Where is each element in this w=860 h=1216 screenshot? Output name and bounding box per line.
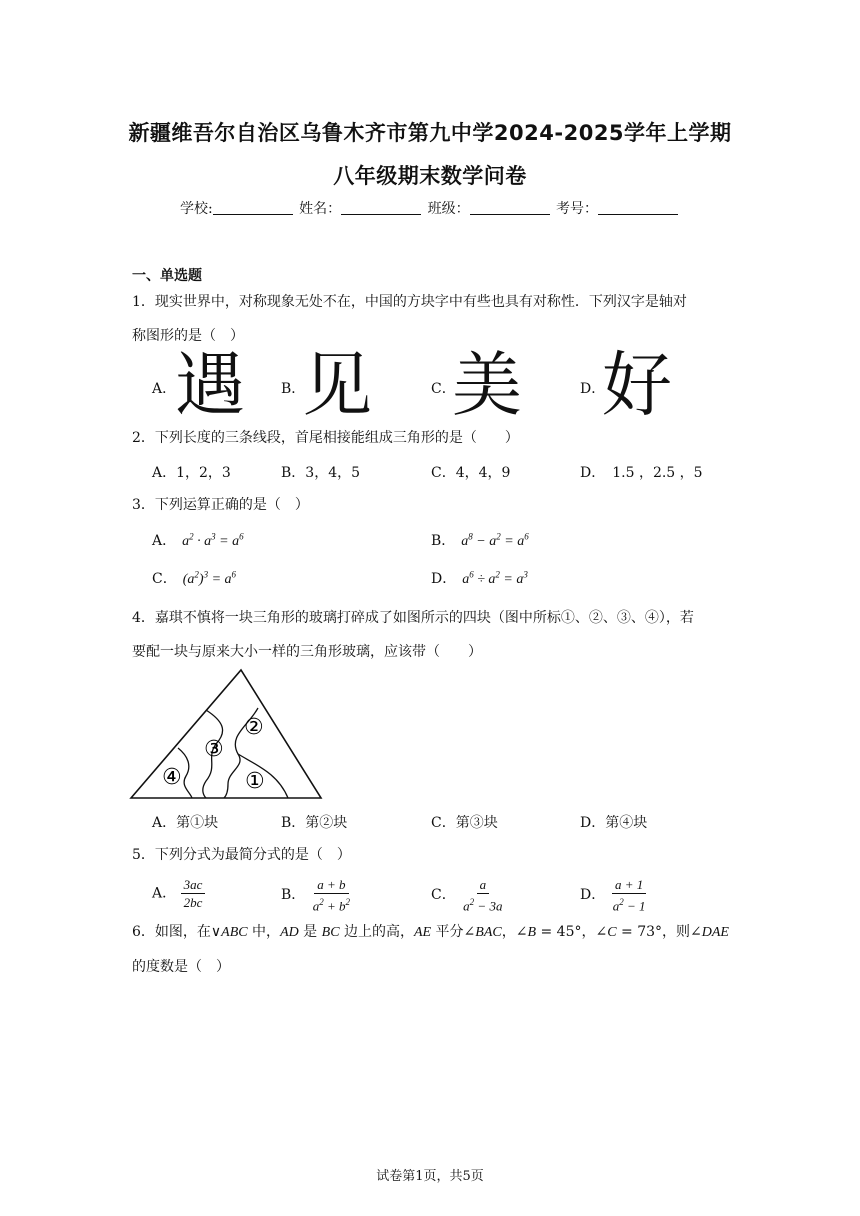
q1-option-d-char: 好 [602, 344, 672, 426]
q1-option-c-char: 美 [452, 344, 522, 426]
q1-text-line2: 称图形的是（ ） [132, 328, 244, 344]
q6-text-line2: 的度数是（ ） [132, 959, 230, 975]
q1-option-d-label: D． [580, 381, 606, 397]
exam-number-label: 考号： [556, 201, 599, 217]
exam-number-blank[interactable] [598, 200, 678, 215]
q2-option-d: D． 1.5 ，2.5 ，5 [580, 465, 703, 481]
q1-option-b-char: 见 [302, 344, 372, 426]
q5-text: 5．下列分式为最简分式的是（ ） [132, 847, 351, 863]
q3-option-b: B． $a^8 - a^2 = a^6$ [431, 531, 529, 549]
broken-glass-triangle-figure [128, 666, 326, 802]
name-label: 姓名： [299, 201, 342, 217]
page-title-line1: 新疆维吾尔自治区乌鲁木齐市第九中学2024-2025学年上学期 [128, 121, 732, 145]
q3-text: 3．下列运算正确的是（ ） [132, 497, 309, 513]
q4-option-c: C．第③块 [431, 815, 498, 831]
school-blank[interactable] [213, 200, 293, 215]
piece-label-2: ② [244, 715, 264, 740]
name-blank[interactable] [341, 200, 421, 215]
q5-option-d: D． $\frac{a + 1}{a^2 - 1}$ [580, 877, 646, 914]
class-label: 班级： [427, 201, 470, 217]
q5-option-a: A． $\frac{3ac}{2bc}$ [152, 876, 205, 911]
q6-text-line1: 6．如图，在∨ABC 中，AD 是 BC 边上的高，AE 平分∠BAC，∠B = 45°，∠C = 73°，则∠DAE [132, 924, 729, 940]
q3-option-d: D． $a^6 \div a^2 = a^3$ [431, 569, 528, 587]
piece-label-1: ① [245, 769, 265, 794]
q2-option-b: B．3，4，5 [281, 465, 361, 481]
piece-label-4: ④ [162, 765, 182, 790]
q4-option-a: A．第①块 [152, 815, 219, 831]
q4-option-b: B．第②块 [281, 815, 348, 831]
q2-option-c: C．4，4，9 [431, 465, 511, 481]
q1-option-a-label: A． [152, 381, 177, 397]
q4-option-d: D．第④块 [580, 815, 648, 831]
piece-label-3: ③ [204, 737, 224, 762]
class-blank[interactable] [470, 200, 550, 215]
q3-option-c: C． $(a^2)^3 = a^6$ [152, 569, 237, 587]
page-title-line2: 八年级期末数学问卷 [333, 164, 527, 188]
q1-text-line1: 1．现实世界中，对称现象无处不在，中国的方块字中有些也具有对称性．下列汉字是轴对 [132, 294, 687, 310]
q5-option-c: C． $\frac{a}{a^2 - 3a}$ [431, 877, 503, 914]
page-footer: 试卷第1页，共5页 [376, 1169, 484, 1184]
q3-option-a: A． $a^2 \cdot a^3 = a^6$ [152, 531, 244, 549]
triangle-outline [131, 670, 321, 798]
q1-option-b-label: B． [281, 381, 306, 397]
q4-text-line1: 4．嘉琪不慎将一块三角形的玻璃打碎成了如图所示的四块（图中所标①、②、③、④），若 [132, 610, 694, 626]
student-info-fields [0, 198, 860, 218]
q1-option-c-label: C． [431, 381, 456, 397]
school-label: 学校: [179, 201, 213, 217]
section-title: 一、单选题 [132, 268, 202, 284]
q4-text-line2: 要配一块与原来大小一样的三角形玻璃，应该带（ ） [132, 644, 482, 660]
q1-option-a-char: 遇 [175, 344, 245, 426]
q2-text: 2．下列长度的三条线段，首尾相接能组成三角形的是（ ） [132, 430, 519, 446]
q5-option-b: B． $\frac{a + b}{a^2 + b^2}$ [281, 877, 351, 914]
q2-option-a: A．1，2，3 [152, 465, 231, 481]
